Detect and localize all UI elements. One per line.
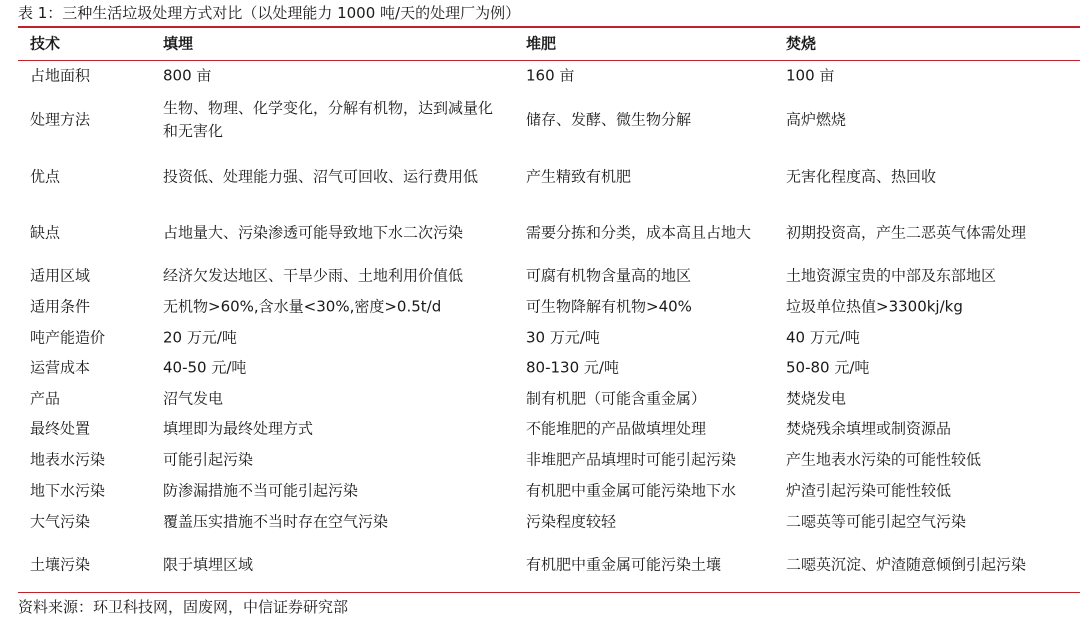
table-row [18,322,1080,353]
header-cell-landfill: 填埋 [163,34,194,53]
incineration-cell: 50-80 元/吨 [786,358,870,377]
table-row [18,90,1080,149]
table-row [18,353,1080,383]
header-cell-compost: 堆肥 [526,34,557,53]
row-label-cell: 地下水污染 [30,481,106,499]
landfill-cell: 可能引起污染 [163,450,254,468]
table-row [18,261,1080,291]
table-row [18,444,1080,475]
incineration-cell: 无害化程度高、热回收 [786,167,937,186]
row-label-cell: 缺点 [30,223,61,242]
landfill-cell: 覆盖压实措施不当时存在空气污染 [163,512,389,530]
incineration-cell: 100 亩 [786,66,835,84]
compost-cell: 160 亩 [526,66,575,84]
incineration-cell: 焚烧发电 [786,389,847,407]
landfill-cell: 防渗漏措施不当可能引起污染 [163,481,359,499]
row-label-cell: 地表水污染 [30,450,106,468]
compost-cell: 需要分拣和分类，成本高且占地大 [526,223,752,242]
row-label-cell: 优点 [30,167,61,186]
incineration-cell: 高炉燃烧 [786,110,847,128]
row-label-cell: 最终处置 [30,419,91,438]
row-label-cell: 适用区域 [30,266,91,285]
row-label-cell: 产品 [30,389,61,407]
compost-cell: 80-130 元/吨 [526,358,619,377]
incineration-cell: 炉渣引起污染可能性较低 [786,481,952,499]
landfill-cell: 40-50 元/吨 [163,358,247,377]
landfill-cell: 20 万元/吨 [163,328,237,346]
incineration-cell: 初期投资高，产生二恶英气体需处理 [786,223,1027,242]
header-cell-incineration: 焚烧 [786,34,817,53]
row-label-cell: 吨产能造价 [30,328,106,346]
table-bottom-rule [18,592,1080,593]
compost-cell: 污染程度较轻 [526,512,617,530]
table-header-row [18,28,1080,60]
table-row [18,149,1080,205]
incineration-cell: 40 万元/吨 [786,328,860,346]
landfill-cell: 沼气发电 [163,389,224,407]
landfill-cell: 经济欠发达地区、干旱少雨、土地利用价值低 [163,266,464,285]
compost-cell: 产生精致有机肥 [526,167,632,186]
compost-cell: 非堆肥产品填埋时可能引起污染 [526,450,737,468]
compost-cell: 可生物降解有机物>40% [526,297,692,315]
incineration-cell: 焚烧残余填埋或制资源品 [786,419,952,438]
table-caption: 表 1：三种生活垃圾处理方式对比（以处理能力 1000 吨/天的处理厂为例） [18,4,521,22]
row-label-cell: 大气污染 [30,512,91,530]
compost-cell: 有机肥中重金属可能污染地下水 [526,481,737,499]
compost-cell: 可腐有机物含量高的地区 [526,266,692,285]
landfill-cell: 投资低、处理能力强、沼气可回收、运行费用低 [163,167,479,186]
incineration-cell: 产生地表水污染的可能性较低 [786,450,982,468]
incineration-cell: 垃圾单位热值>3300kj/kg [786,297,963,315]
incineration-cell: 土地资源宝贵的中部及东部地区 [786,266,997,285]
row-label-cell: 运营成本 [30,358,91,377]
landfill-cell: 占地量大、污染渗透可能导致地下水二次污染 [163,223,464,242]
table-row [18,291,1080,322]
compost-cell: 30 万元/吨 [526,328,600,346]
compost-cell: 有机肥中重金属可能污染土壤 [526,555,722,573]
incineration-cell: 二噁英沉淀、炉渣随意倾倒引起污染 [786,555,1027,573]
source-note: 资料来源：环卫科技网，固废网，中信证券研究部 [18,598,349,616]
table-row [18,414,1080,444]
table-row [18,205,1080,261]
landfill-cell: 限于填埋区域 [163,555,254,573]
compost-cell: 不能堆肥的产品做填埋处理 [526,419,707,438]
table-row [18,537,1080,592]
compost-cell: 储存、发酵、微生物分解 [526,110,692,128]
table-row [18,60,1080,91]
table-row [18,383,1080,414]
incineration-cell: 二噁英等可能引起空气污染 [786,512,967,530]
row-label-cell: 处理方法 [30,110,91,128]
header-cell-technology: 技术 [30,34,61,53]
landfill-cell: 800 亩 [163,66,212,84]
compost-cell: 制有机肥（可能含重金属） [526,389,707,407]
landfill-cell: 生物、物理、化学变化，分解有机物，达到减量化和无害化 [163,98,494,140]
table-row [18,506,1080,537]
row-label-cell: 占地面积 [30,66,91,84]
row-label-cell: 土壤污染 [30,555,91,573]
row-label-cell: 适用条件 [30,297,91,315]
table-row [18,475,1080,506]
landfill-cell: 填埋即为最终处理方式 [163,419,314,438]
landfill-cell: 无机物>60%,含水量<30%,密度>0.5t/d [163,297,442,315]
